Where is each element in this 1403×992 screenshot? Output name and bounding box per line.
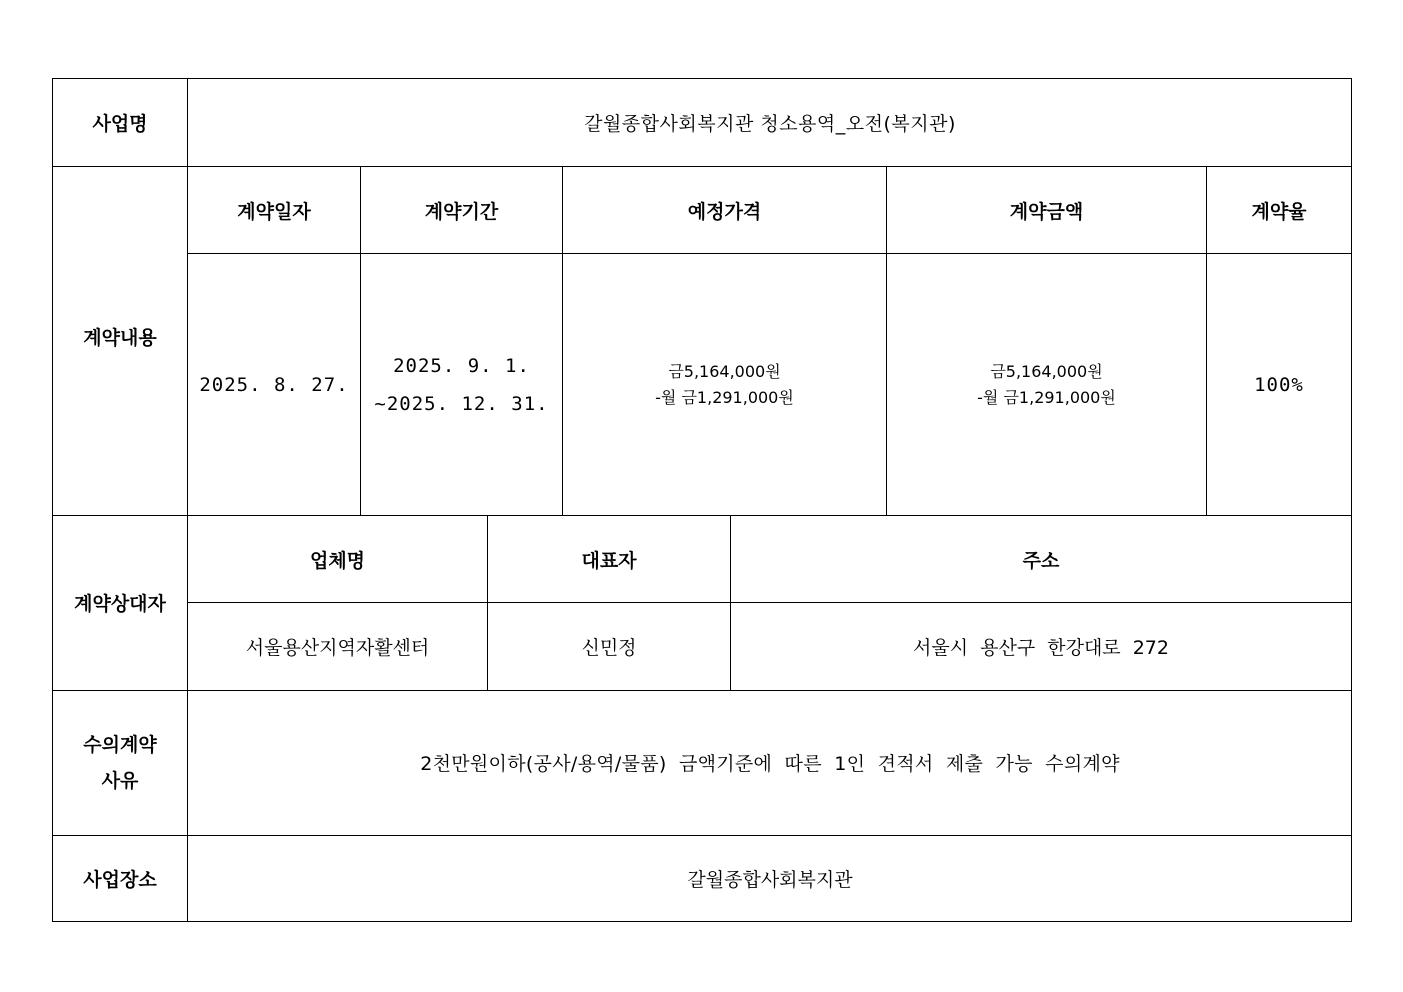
- counterparty-label: 계약상대자: [74, 593, 166, 615]
- contract-period-value: [361, 254, 562, 515]
- project-label: 사업명: [92, 113, 148, 135]
- contract-table: [52, 78, 1351, 922]
- project-name: 갈월종합사회복지관 청소용역_오전(복지관): [584, 113, 956, 135]
- estimated-price-value: [563, 254, 886, 515]
- company-name-header: 업체명: [309, 549, 366, 572]
- contract-amount-value: [887, 254, 1206, 515]
- reason-label-line2: 사유: [101, 769, 139, 792]
- contract-date-value: 2025. 8. 27.: [199, 373, 349, 396]
- contract-period-end: ~2025. 12. 31.: [374, 392, 549, 415]
- representative-header: 대표자: [581, 549, 637, 572]
- location-label: 사업장소: [83, 868, 157, 891]
- contract-period-header: 계약기간: [424, 200, 499, 223]
- address-header: 주소: [1022, 549, 1060, 572]
- table-border-bottom: [52, 921, 1352, 922]
- company-name-value: 서울용산지역자활센터: [245, 637, 430, 659]
- contract-period-start: 2025. 9. 1.: [393, 354, 530, 377]
- location-value: 갈월종합사회복지관: [687, 868, 853, 891]
- reason-value: 2천만원이하(공사/용역/물품) 금액기준에 따른 1인 견적서 제출 가능 수의계약: [420, 753, 1120, 775]
- reason-label: [52, 690, 188, 835]
- contract-amount-header: 계약금액: [1009, 200, 1084, 223]
- estimated-price-total: 금5,164,000원: [668, 361, 781, 381]
- representative-value: 신민정: [581, 637, 637, 659]
- contract-amount-monthly: -월 금1,291,000원: [977, 387, 1116, 407]
- estimated-price-header: 예정가격: [687, 200, 762, 223]
- contract-rate-header: 계약율: [1251, 200, 1307, 223]
- contract-amount-total: 금5,164,000원: [990, 361, 1103, 381]
- contract-rate-value: 100%: [1254, 373, 1304, 396]
- reason-label-line1: 수의계약: [83, 733, 157, 756]
- estimated-price-monthly: -월 금1,291,000원: [655, 387, 794, 407]
- contract-label: 계약내용: [83, 327, 157, 349]
- contract-date-header: 계약일자: [237, 200, 311, 223]
- address-value: 서울시 용산구 한강대로 272: [913, 637, 1169, 659]
